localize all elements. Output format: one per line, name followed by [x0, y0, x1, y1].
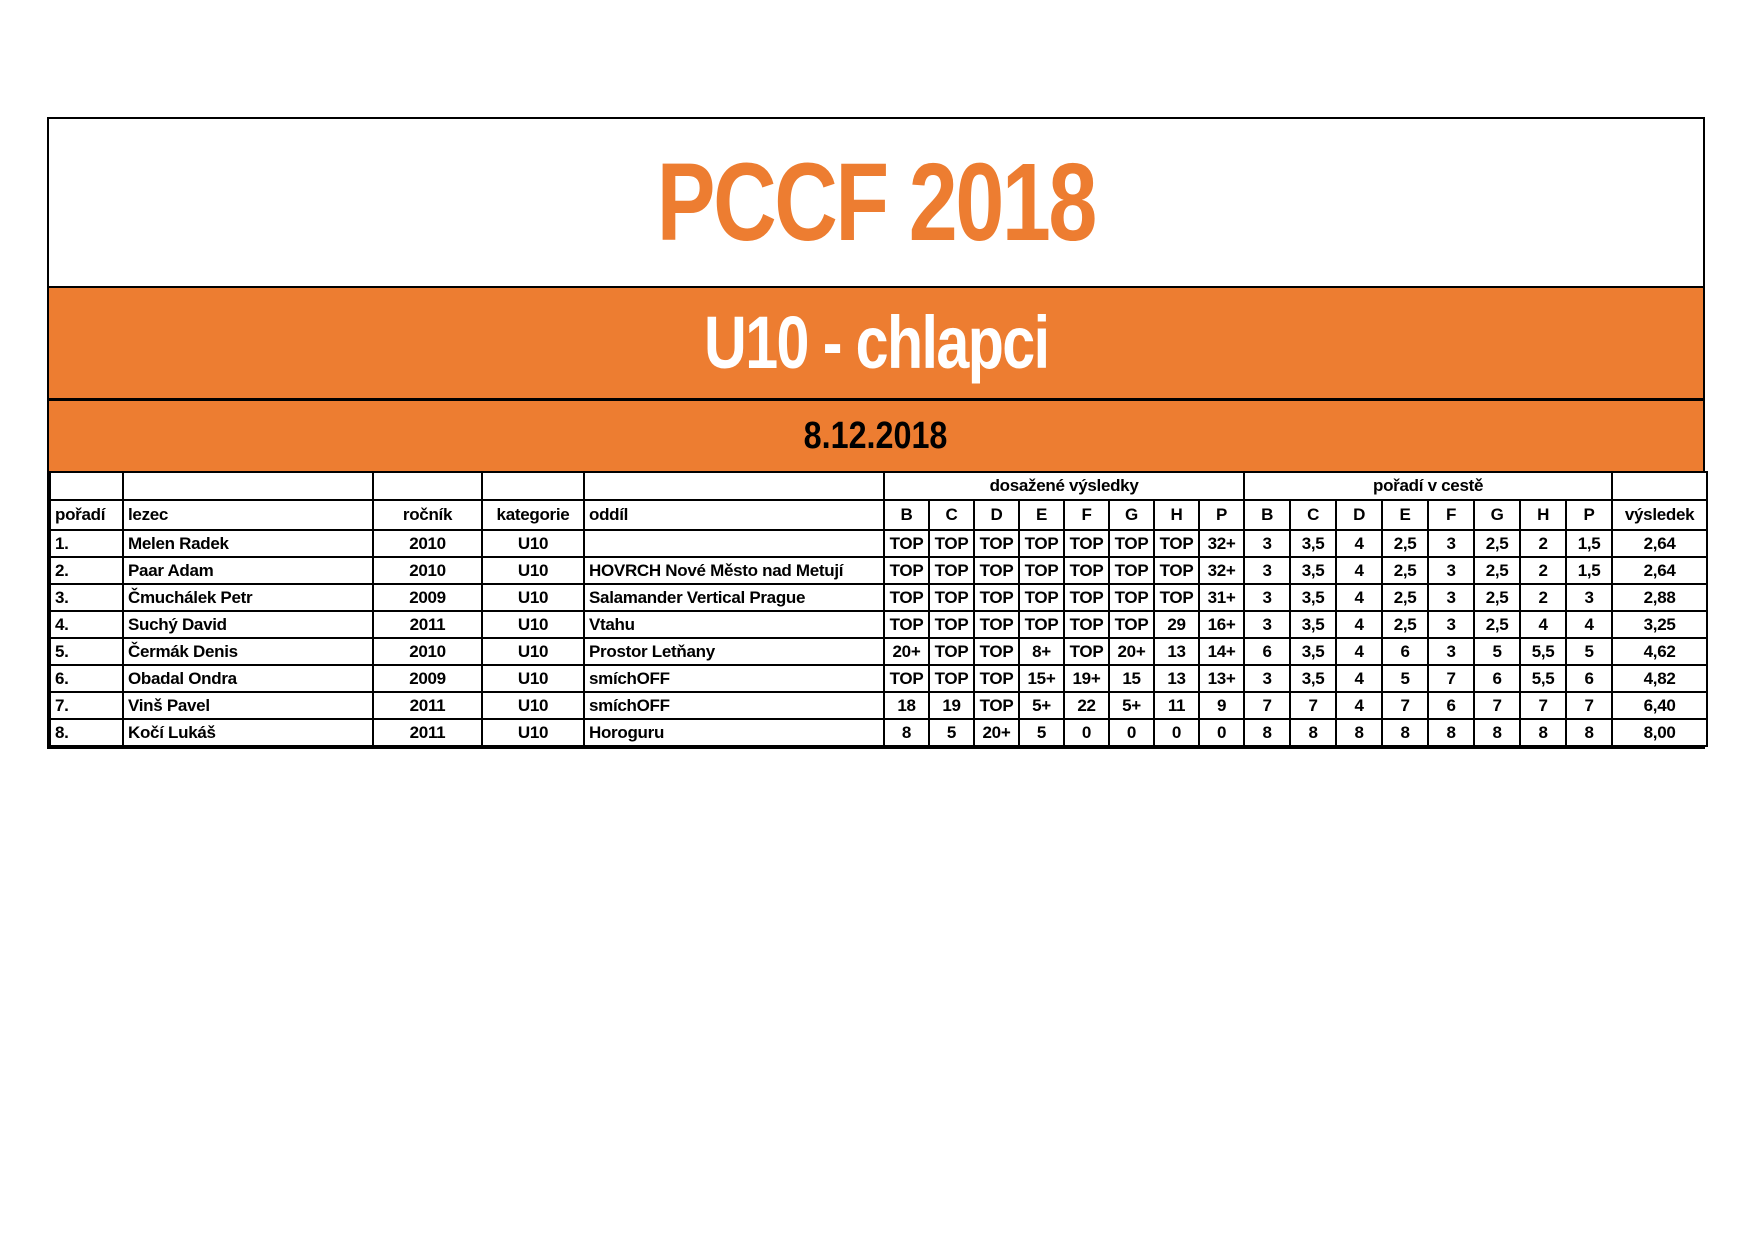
cell-rank: 4	[1336, 557, 1382, 584]
cell-vysledek: 2,64	[1612, 557, 1707, 584]
cell-lezec: Vinš Pavel	[123, 692, 373, 719]
cell-poradi: 8.	[50, 719, 123, 746]
cell-rank: 2	[1520, 530, 1566, 557]
cell-vysledek: 3,25	[1612, 611, 1707, 638]
cell-rank: 6	[1566, 665, 1612, 692]
cell-result: TOP	[974, 557, 1019, 584]
cell-result: TOP	[1109, 611, 1154, 638]
results-table	[49, 471, 1708, 747]
cell-rank: 3	[1428, 530, 1474, 557]
cell-rank: 7	[1428, 665, 1474, 692]
table-row	[50, 719, 1707, 746]
cell-poradi: 3.	[50, 584, 123, 611]
col-header-route: F	[1064, 500, 1109, 530]
cell-oddil: Prostor Letňany	[584, 638, 884, 665]
cell-rank: 2	[1520, 584, 1566, 611]
col-header-route: E	[1019, 500, 1064, 530]
table-row	[50, 557, 1707, 584]
cell-kategorie: U10	[482, 557, 584, 584]
spacer-cell	[1612, 472, 1707, 500]
cell-result: TOP	[929, 638, 974, 665]
page-title: PCCF 2018	[656, 140, 1096, 264]
col-header-route: D	[1336, 500, 1382, 530]
cell-result: TOP	[1019, 611, 1064, 638]
cell-rank: 5,5	[1520, 638, 1566, 665]
spacer-cell	[482, 472, 584, 500]
results-tbody	[50, 530, 1707, 746]
col-header-route: B	[1244, 500, 1290, 530]
cell-rank: 2	[1520, 557, 1566, 584]
cell-lezec: Suchý David	[123, 611, 373, 638]
category-banner	[49, 288, 1703, 401]
cell-oddil	[584, 530, 884, 557]
col-header-route: C	[929, 500, 974, 530]
cell-rank: 3,5	[1290, 665, 1336, 692]
cell-kategorie: U10	[482, 611, 584, 638]
cell-result: TOP	[929, 557, 974, 584]
cell-result: 5+	[1019, 692, 1064, 719]
cell-lezec: Čmuchálek Petr	[123, 584, 373, 611]
cell-result: 31+	[1199, 584, 1244, 611]
cell-result: 20+	[1109, 638, 1154, 665]
cell-rank: 7	[1382, 692, 1428, 719]
table-row	[50, 665, 1707, 692]
col-header-route: G	[1474, 500, 1520, 530]
cell-result: 5+	[1109, 692, 1154, 719]
cell-rank: 6	[1474, 665, 1520, 692]
date-banner	[49, 401, 1703, 471]
cell-rank: 3	[1244, 611, 1290, 638]
cell-result: 32+	[1199, 557, 1244, 584]
cell-result: TOP	[1154, 530, 1199, 557]
cell-kategorie: U10	[482, 530, 584, 557]
cell-result: 9	[1199, 692, 1244, 719]
cell-rank: 4	[1336, 584, 1382, 611]
cell-rocnik: 2010	[373, 638, 482, 665]
cell-rank: 8	[1290, 719, 1336, 746]
cell-result: 0	[1199, 719, 1244, 746]
cell-result: TOP	[1064, 530, 1109, 557]
cell-result: TOP	[884, 530, 929, 557]
cell-kategorie: U10	[482, 584, 584, 611]
cell-kategorie: U10	[482, 692, 584, 719]
cell-result: 29	[1154, 611, 1199, 638]
cell-lezec: Kočí Lukáš	[123, 719, 373, 746]
cell-rank: 2,5	[1382, 557, 1428, 584]
col-header-oddil: oddíl	[584, 500, 884, 530]
cell-poradi: 2.	[50, 557, 123, 584]
cell-result: TOP	[1154, 584, 1199, 611]
cell-result: 15+	[1019, 665, 1064, 692]
cell-oddil: smíchOFF	[584, 692, 884, 719]
col-header-route: E	[1382, 500, 1428, 530]
cell-rank: 7	[1520, 692, 1566, 719]
category-title: U10 - chlapci	[703, 301, 1049, 384]
cell-result: 19+	[1064, 665, 1109, 692]
table-row	[50, 692, 1707, 719]
spacer-cell	[50, 472, 123, 500]
cell-result: 0	[1109, 719, 1154, 746]
cell-rocnik: 2011	[373, 719, 482, 746]
column-header-row	[50, 500, 1707, 530]
cell-result: TOP	[929, 611, 974, 638]
cell-rank: 3,5	[1290, 611, 1336, 638]
cell-result: TOP	[884, 665, 929, 692]
col-header-poradi: pořadí	[50, 500, 123, 530]
cell-rank: 5	[1566, 638, 1612, 665]
cell-rank: 4	[1336, 530, 1382, 557]
cell-vysledek: 6,40	[1612, 692, 1707, 719]
col-header-route: D	[974, 500, 1019, 530]
cell-rank: 5	[1474, 638, 1520, 665]
cell-rank: 6	[1244, 638, 1290, 665]
cell-vysledek: 4,62	[1612, 638, 1707, 665]
cell-oddil: Vtahu	[584, 611, 884, 638]
cell-rank: 8	[1474, 719, 1520, 746]
cell-result: TOP	[929, 530, 974, 557]
group-header-results: dosažené výsledky	[884, 472, 1244, 500]
cell-rank: 8	[1428, 719, 1474, 746]
cell-result: TOP	[884, 557, 929, 584]
group-header-ranks: pořadí v cestě	[1244, 472, 1612, 500]
cell-rocnik: 2011	[373, 692, 482, 719]
col-header-route: G	[1109, 500, 1154, 530]
cell-rank: 3	[1244, 557, 1290, 584]
cell-result: 14+	[1199, 638, 1244, 665]
cell-result: 16+	[1199, 611, 1244, 638]
results-sheet	[47, 117, 1705, 749]
cell-vysledek: 2,88	[1612, 584, 1707, 611]
cell-rocnik: 2011	[373, 611, 482, 638]
cell-rank: 3	[1244, 665, 1290, 692]
cell-result: 8	[884, 719, 929, 746]
cell-rank: 3,5	[1290, 584, 1336, 611]
cell-rank: 3	[1428, 557, 1474, 584]
cell-result: TOP	[929, 665, 974, 692]
col-header-route: H	[1154, 500, 1199, 530]
cell-result: TOP	[1109, 530, 1154, 557]
cell-result: TOP	[929, 584, 974, 611]
cell-rank: 4	[1336, 638, 1382, 665]
cell-result: TOP	[1154, 557, 1199, 584]
cell-rank: 6	[1428, 692, 1474, 719]
cell-result: 13	[1154, 638, 1199, 665]
cell-result: TOP	[1064, 638, 1109, 665]
cell-result: 15	[1109, 665, 1154, 692]
cell-rank: 2,5	[1382, 584, 1428, 611]
cell-rocnik: 2009	[373, 584, 482, 611]
cell-result: 0	[1064, 719, 1109, 746]
col-header-route: P	[1199, 500, 1244, 530]
cell-oddil: Horoguru	[584, 719, 884, 746]
cell-rank: 3	[1566, 584, 1612, 611]
cell-oddil: HOVRCH Nové Město nad Metují	[584, 557, 884, 584]
cell-vysledek: 4,82	[1612, 665, 1707, 692]
cell-rocnik: 2009	[373, 665, 482, 692]
cell-rank: 7	[1290, 692, 1336, 719]
cell-poradi: 4.	[50, 611, 123, 638]
cell-lezec: Melen Radek	[123, 530, 373, 557]
cell-rank: 8	[1382, 719, 1428, 746]
cell-rank: 8	[1566, 719, 1612, 746]
cell-vysledek: 2,64	[1612, 530, 1707, 557]
col-header-route: H	[1520, 500, 1566, 530]
cell-rank: 2,5	[1474, 611, 1520, 638]
col-header-route: F	[1428, 500, 1474, 530]
cell-rank: 3	[1244, 584, 1290, 611]
cell-rank: 2,5	[1382, 611, 1428, 638]
col-header-route: B	[884, 500, 929, 530]
cell-result: TOP	[1064, 611, 1109, 638]
cell-result: 20+	[974, 719, 1019, 746]
cell-rank: 4	[1336, 692, 1382, 719]
cell-rank: 1,5	[1566, 557, 1612, 584]
cell-result: 5	[1019, 719, 1064, 746]
cell-result: TOP	[974, 530, 1019, 557]
col-header-route: P	[1566, 500, 1612, 530]
cell-lezec: Obadal Ondra	[123, 665, 373, 692]
cell-rank: 8	[1520, 719, 1566, 746]
cell-result: TOP	[1019, 530, 1064, 557]
cell-rank: 5,5	[1520, 665, 1566, 692]
cell-result: TOP	[974, 638, 1019, 665]
cell-lezec: Paar Adam	[123, 557, 373, 584]
col-header-rocnik: ročník	[373, 500, 482, 530]
cell-result: 20+	[884, 638, 929, 665]
cell-kategorie: U10	[482, 719, 584, 746]
table-row	[50, 638, 1707, 665]
cell-rank: 3	[1244, 530, 1290, 557]
event-date: 8.12.2018	[804, 415, 948, 457]
cell-result: TOP	[884, 584, 929, 611]
cell-result: 5	[929, 719, 974, 746]
cell-result: 8+	[1019, 638, 1064, 665]
cell-kategorie: U10	[482, 638, 584, 665]
col-header-vysledek: výsledek	[1612, 500, 1707, 530]
cell-result: 11	[1154, 692, 1199, 719]
cell-result: 18	[884, 692, 929, 719]
cell-rank: 6	[1382, 638, 1428, 665]
cell-rank: 3,5	[1290, 557, 1336, 584]
col-header-lezec: lezec	[123, 500, 373, 530]
cell-result: TOP	[974, 584, 1019, 611]
cell-result: TOP	[1064, 584, 1109, 611]
cell-rank: 2,5	[1474, 557, 1520, 584]
title-banner	[49, 119, 1703, 288]
spacer-cell	[373, 472, 482, 500]
cell-rank: 2,5	[1382, 530, 1428, 557]
cell-result: 13+	[1199, 665, 1244, 692]
cell-result: TOP	[884, 611, 929, 638]
cell-rocnik: 2010	[373, 530, 482, 557]
table-row	[50, 584, 1707, 611]
cell-rank: 1,5	[1566, 530, 1612, 557]
cell-poradi: 7.	[50, 692, 123, 719]
spacer-cell	[123, 472, 373, 500]
cell-poradi: 1.	[50, 530, 123, 557]
cell-oddil: Salamander Vertical Prague	[584, 584, 884, 611]
cell-poradi: 6.	[50, 665, 123, 692]
cell-result: TOP	[974, 665, 1019, 692]
cell-rank: 3,5	[1290, 638, 1336, 665]
table-row	[50, 530, 1707, 557]
cell-result: 19	[929, 692, 974, 719]
cell-rank: 4	[1566, 611, 1612, 638]
cell-rank: 3	[1428, 638, 1474, 665]
cell-rank: 2,5	[1474, 584, 1520, 611]
spacer-cell	[584, 472, 884, 500]
cell-rank: 4	[1336, 665, 1382, 692]
cell-vysledek: 8,00	[1612, 719, 1707, 746]
cell-result: TOP	[974, 692, 1019, 719]
cell-rank: 8	[1336, 719, 1382, 746]
cell-kategorie: U10	[482, 665, 584, 692]
cell-result: TOP	[974, 611, 1019, 638]
cell-poradi: 5.	[50, 638, 123, 665]
cell-rank: 7	[1244, 692, 1290, 719]
cell-rank: 3,5	[1290, 530, 1336, 557]
cell-result: TOP	[1019, 557, 1064, 584]
cell-rank: 3	[1428, 584, 1474, 611]
cell-result: 13	[1154, 665, 1199, 692]
group-header-row	[50, 472, 1707, 500]
cell-result: TOP	[1019, 584, 1064, 611]
cell-result: TOP	[1109, 557, 1154, 584]
cell-result: 22	[1064, 692, 1109, 719]
cell-rank: 5	[1382, 665, 1428, 692]
cell-rank: 4	[1336, 611, 1382, 638]
cell-oddil: smíchOFF	[584, 665, 884, 692]
cell-rank: 7	[1566, 692, 1612, 719]
col-header-route: C	[1290, 500, 1336, 530]
cell-result: TOP	[1064, 557, 1109, 584]
cell-rank: 2,5	[1474, 530, 1520, 557]
cell-rank: 7	[1474, 692, 1520, 719]
cell-rank: 4	[1520, 611, 1566, 638]
cell-lezec: Čermák Denis	[123, 638, 373, 665]
cell-rocnik: 2010	[373, 557, 482, 584]
cell-rank: 8	[1244, 719, 1290, 746]
cell-rank: 3	[1428, 611, 1474, 638]
cell-result: 32+	[1199, 530, 1244, 557]
col-header-kategorie: kategorie	[482, 500, 584, 530]
table-row	[50, 611, 1707, 638]
cell-result: TOP	[1109, 584, 1154, 611]
cell-result: 0	[1154, 719, 1199, 746]
